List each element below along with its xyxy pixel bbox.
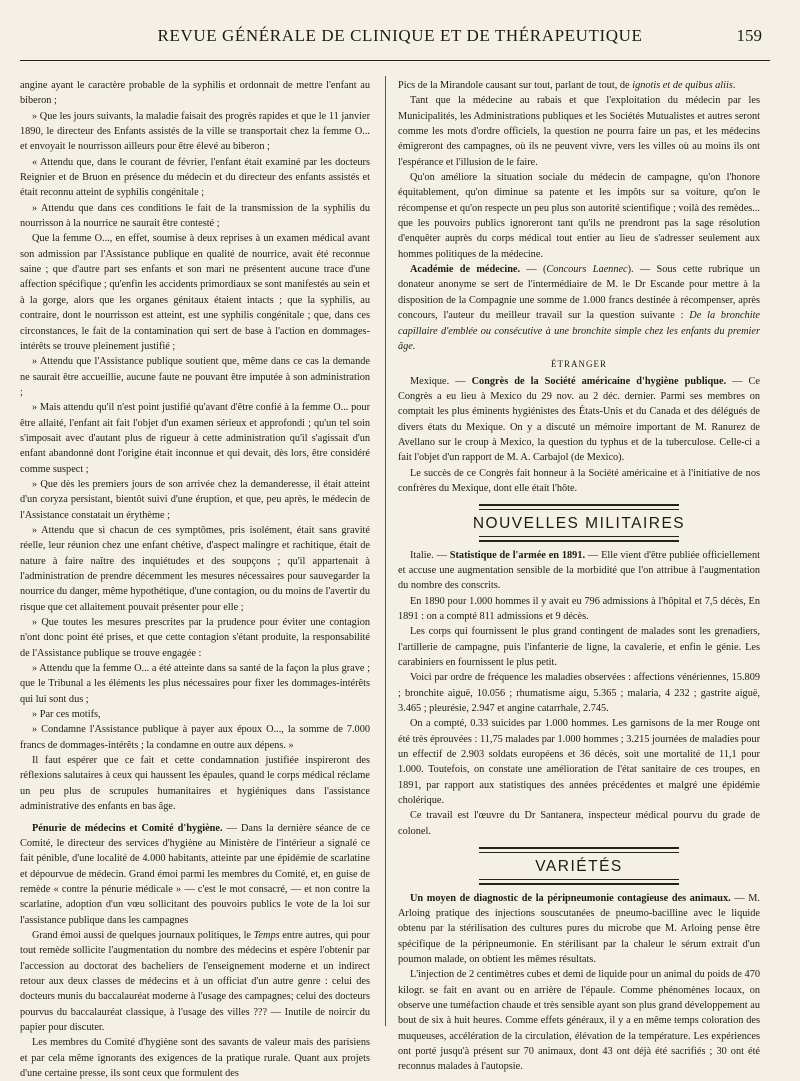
header-rule xyxy=(20,60,770,61)
text-run: . xyxy=(732,80,736,91)
paragraph: » Par ces motifs, xyxy=(32,709,101,721)
text-run: Grand émoi aussi de quelques journaux politiques, le xyxy=(32,929,254,941)
page-header xyxy=(0,26,800,50)
paragraph xyxy=(20,928,370,1035)
section-rule-bottom xyxy=(479,879,679,885)
subsection-label-etranger: ÉTRANGER xyxy=(551,359,607,370)
paragraph: angine ayant le caractère probable de la syphilis et ordonnait de mettre l'enfant au biberon ; xyxy=(20,80,370,107)
news-item-penurie xyxy=(20,821,370,928)
latin-phrase: ignotis et de quibus aliis xyxy=(632,80,733,91)
paragraph: Les corps qui fournissent le plus grand contingent de malades sont les grenadiers, l'artillerie de campagne, puis l'infanterie de ligne, la cavalerie, et enfin le génie. Les carabiniers en fournissent le plus petit. xyxy=(398,626,760,669)
news-item-academie: Académie de médecine. — (Concours Laennec). — Sous cette rubrique un donateur anonyme se sert de l'intermédiaire de M. le Dr Escande pour mettre à la disposition de la Compagnie une somme de 1.000 francs destinée à récompenser, après concours, l'auteur du meilleur travail sur la question suivante : De la bronchite capillaire d'emblée ou consécutive à une bronchite simple chez les enfants du premier âge. xyxy=(398,264,760,352)
news-text: — Elle vient d'être publiée officiellement et accuse une augmentation sensible de la morbidité que l'on attribue à l'augmentation du nombre des conscrits. xyxy=(398,549,761,592)
paragraph: Que la femme O..., en effet, soumise à deux reprises à un examen médical avant son admission par l'Assistance publique en qualité de nourrice, avait été reconnue saine ; que d'autre part ses enfants et son mari ne présentent aucune trace d'une affection spécifique ; qu'enfin les accidents primordiaux se sont manifestés au sein et à la gorge, alors que les organes génitaux étaient intacts ; que la syphilis, au contraire, dont le nourrisson est atteint, est une syphilis congénitale ; que, dans ces circonstances, le fait de la contamination qui sert de base à l'action en dommages-intérêts se trouve pleinement justifié ; xyxy=(20,233,370,352)
paragraph: Tant que la médecine au rabais et que l'exploitation du médecin par les Municipalités, les Administrations publiques et les Sociétés Mutualistes et autres seront comme les mots d'ordre officiels, la question ne pourra faire un pas, et les médecins émigreront des campagnes, où ils ne peuvent vivre, vers les villes où au moins ils ont l'espérance et l'illusion de le faire. xyxy=(398,95,760,168)
news-heading: Pénurie de médecins et Comité d'hygiène. xyxy=(32,822,223,834)
news-heading: Congrès de la Société américaine d'hygiène publique. xyxy=(471,375,727,387)
paragraph: L'injection de 2 centimètres cubes et demi de liquide pour un animal du poids de 470 kilogr. se fait en avant ou en arrière de l'épaule. Comme phénomènes locaux, on observe une tuméfaction chaude et très sensible ayant son plus grand développement au bout de six à huit heures. Comme effets généraux, il y a en même temps coloration des muqueuses, accélération de la circulation, élévation de la température. Les expériences ont porté jusqu'à présent sur 70 animaux, dont 43 ont déjà été sacrifiés ; 30 ont été reconnus malades à l'autopsie. xyxy=(398,969,760,1073)
text-run: Pics de la Mirandole causant sur tout, parlant de tout, de xyxy=(398,80,633,91)
news-text: — Dans la dernière séance de ce Comité, le directeur des services d'hygiène au Ministère de l'intérieur a signalé ce fait pénible, d'une localité de 4.000 habitants, atteinte par une épidémie de scarlatine et dépourvue de médecin. Grand émoi parmi les membres du Comité, et, en guise de remède « contre la pénurie médicale » — c'est le mot consacré, — et non contre la scarlatine, adoption d'un vœu sollicitant des pouvoirs publics le vote de la loi sur l'assistance publique dans les campagnes xyxy=(20,822,370,926)
paragraph: » Que les jours suivants, la maladie faisait des progrès rapides et que le 11 janvier 1890, le directeur des Enfants assistés de la ville se transportait chez la femme O... et envoyait le nourrisson ailleurs pour être élevé au biberon ; xyxy=(20,110,370,153)
paragraph: « Attendu que, dans le courant de février, l'enfant était examiné par les docteurs Reignier et de Bruon en présence du médecin et du directeur des enfants assistés et était reconnu atteint de syphilis congénitale ; xyxy=(20,156,370,199)
paragraph xyxy=(398,78,760,93)
newspaper-name: Temps xyxy=(253,929,280,941)
section-rule-top xyxy=(479,847,679,853)
news-item-peripneumonie xyxy=(398,891,760,968)
news-heading: Statistique de l'armée en 1891. xyxy=(449,549,586,561)
news-heading: Académie de médecine. xyxy=(410,264,521,276)
paragraph: Ce travail est l'œuvre du Dr Santanera, inspecteur médical pourvu du grade de colonel. xyxy=(398,810,760,837)
paragraph: » Attendu que l'Assistance publique soutient que, même dans ce cas la demande ne saurait être accueillie, aucune faute ne pouvant être imputée à son administration ; xyxy=(20,356,370,398)
paragraph: » Attendu que si chacun de ces symptômes, pris isolément, était sans gravité réelle, leur réunion chez une enfant chétive, d'aspect malingre et rachitique, était de nature à faire naître des inquiétudes et des soupçons ; qu'il appartenait à l'administration de prendre décemment les mesures nécessaires pour sauvegarder la nourrice du danger, même hypothétique, d'une contagion, ou du moins de l'avertir du risque que cet allaitement pouvait présenter pour elle ; xyxy=(20,524,370,613)
paragraph: On a compté, 0.33 suicides par 1.000 hommes. Les garnisons de la mer Rouge ont été très éprouvées : 11,75 malades par 1.000 hommes ; 3.215 journées de maladies pour un effectif de 2.903 soldats européens et 36 décès, soit une mortalité de 11,1 pour 1.000. Toutefois, on constate une amélioration de l'état sanitaire de ces troupes, en 1891, par rapport aux statistiques des années précédentes et malgré une épidémie cholérique. xyxy=(398,718,760,807)
news-text: — Sous cette rubrique un donateur anonyme se sert de l'intermédiaire de M. le Dr Escande pour mettre à la disposition de la Compagnie une somme de 1.000 francs destinée à récompenser, après concours, l'auteur du meilleur travail sur la question suivante : xyxy=(398,264,760,322)
text-run: entre autres, qui pour tout remède sollicite l'augmentation du nombre des médecins et espère l'obtenir par l'accession au doctorat des bacheliers de l'enseignement moderne et un indirect retour aux deux classes de médecins et à un officiat d'un autre genre : celui des docteurs munis du baccalauréat moderne à l'usage des campagnes; celui des docteurs pourvus du baccalauréat classique, à l'usage des villes ??? — Inutile de noircir du papier pour discuter. xyxy=(20,929,370,1033)
section-rule-bottom xyxy=(479,536,679,542)
news-item-mexique: Mexique. — Congrès de la Société américaine d'hygiène publique. — Ce Congrès a eu lieu à Mexico du 29 nov. au 2 déc. dernier. Parmi ses membres on comptait les plus éminents hygiénistes des États-Unis et du Canada et des délégués de divers états du Mexique. On y a discuté un mémoire important de M. Ranurez de Avellano sur le croup à Mexico, la question du typhus et de la tuberculose. Celle-ci a fait l'objet d'un rapport de M. A. Carbajol (de Mexico). xyxy=(398,375,760,464)
section-rule-top xyxy=(479,504,679,510)
paragraph: Il faut espérer que ce fait et cette condamnation justifiée inspireront des réflexions salutaires à ceux qui haussent les épaules, quand le corps médical réclame un peu plus de scrupules humanitaires et hygiéniques dans l'assistance administrative des enfants en bas âge. xyxy=(20,755,370,813)
running-title: REVUE GÉNÉRALE DE CLINIQUE ET DE THÉRAPEUTIQUE xyxy=(157,26,643,45)
paragraph: » Attendu que dans ces conditions le fait de la transmission de la syphilis du nourrisson à la nourrice ne saurait être contesté ; xyxy=(20,202,370,230)
place-name: Italie. xyxy=(410,549,434,561)
news-text: — Ce Congrès a eu lieu à Mexico du 29 nov. au 2 déc. dernier. Parmi ses membres on comptait les plus éminents hygiénistes des États-Unis et du Canada et des délégués de divers états du Mexique. On y a discuté un mémoire important de M. Ranurez de Avellano sur le croup à Mexico, la question du typhus et de la tuberculose. Celle-ci a fait l'objet d'un rapport de M. A. Carbajol (de Mexico). xyxy=(398,375,760,464)
paragraph: Le succès de ce Congrès fait honneur à la Société américaine et à l'initiative de nos confrères du Mexique, dont elle était l'hôte. xyxy=(398,467,760,494)
page-number: 159 xyxy=(736,26,762,45)
paragraph: » Attendu que la femme O... a été atteinte dans sa santé de la façon la plus grave ; que le Tribunal a les éléments les plus nécessaires pour fixer les dommages-intérêts qui lui sont dus ; xyxy=(20,663,370,705)
paragraph: Voici par ordre de fréquence les maladies observées : affections vénériennes, 15.809 ; bronchite aiguë, 10.056 ; rhumatisme aigu, 5.365 ; malaria, 4 232 ; gastrite aiguë, 3.465 ; pleurésie, 2.947 et angine catarrhale, 2.745. xyxy=(398,672,760,715)
section-title-nouvelles-militaires: NOUVELLES MILITAIRES xyxy=(472,515,686,533)
paragraph: En 1890 pour 1.000 hommes il y avait eu 796 admissions à l'hôpital et 7,5 décès, En 1891 : on a compté 811 admissions et 9 décès. xyxy=(398,595,760,622)
paragraph: Les membres du Comité d'hygiène sont des savants de valeur mais des parisiens et par cela même ignorants des exigences de la pratique rurale. Quant aux projets d'une certaine presse, ils sont ceux que formulent des xyxy=(20,1037,370,1079)
place-name: Mexique. xyxy=(410,375,450,387)
concours-question: De la bronchite capillaire d'emblée ou consécutive à une bronchite simple chez les enfants du premier âge. xyxy=(398,310,760,352)
paragraph: » Mais attendu qu'il n'est point justifié qu'avant d'être confié à la femme O... pour être allaité, l'enfant ait fait l'objet d'un examen sérieux et approfondi ; qu'un tel soin s'imposait avec d'autant plus de rigueur à cette administration qu'il s'agissait d'un enfant abandonné dont l'origine était inconnue et qui devait, dès lors, être considéré comme suspect ; xyxy=(20,402,370,475)
paragraph: » Que toutes les mesures prescrites par la prudence pour éviter une contagion n'ont donc point été prises, et que cette contagion s'étant produite, la responsabilité de l'Assistance publique se trouve engagée : xyxy=(20,617,370,659)
column-divider xyxy=(385,76,386,1026)
concours-name: Concours Laennec xyxy=(546,264,628,276)
news-heading: Un moyen de diagnostic de la péripneumonie contagieuse des animaux. xyxy=(410,892,731,904)
left-column xyxy=(20,78,370,1079)
news-text: — M. Arloing pratique des injections souscutanées de pneumo-bacilline avec le liquide obtenu par la stérilisation des cultures pures du microbe que M. Arloing pense être spécifique de la péripneumonie. En stérilisant par la chaleur le sérum extrait d'un poumon malade, on obtient les mêmes résultats. xyxy=(398,892,760,965)
paragraph: » Condamne l'Assistance publique à payer aux époux O..., la somme de 7.000 francs de dommages-intérêts ; la condamne en outre aux dépens. » xyxy=(20,724,370,751)
news-item-italie: Italie. — Statistique de l'armée en 1891. — Elle vient d'être publiée officiellement et accuse une augmentation sensible de la morbidité que l'on attribue à l'augmentation du nombre des conscrits. xyxy=(398,549,761,592)
paragraph: Qu'on améliore la situation sociale du médecin de campagne, qu'on l'honore équitablement, qu'on diminue sa patente et les impôts sur sa voiture, qu'on le récompense et qu'on respecte un peu plus son autorité scientifique ; voilà des remèdes... que les pouvoirs publics ignoreront tant qu'ils ne prendront pas la sage résolution d'enquêter auprès du corps médical tout entier au lieu de s'adresser seulement aux hommes politiques de la médecine. xyxy=(398,172,760,260)
right-column xyxy=(398,78,761,1073)
section-title-varietes: VARIÉTÉS xyxy=(535,858,623,876)
paragraph: » Que dès les premiers jours de son arrivée chez la demanderesse, il était atteint d'un coryza persistant, bientôt suivi d'une éruption, et que, peu après, le médecin de l'Assistance constatait un érythème ; xyxy=(20,478,370,521)
